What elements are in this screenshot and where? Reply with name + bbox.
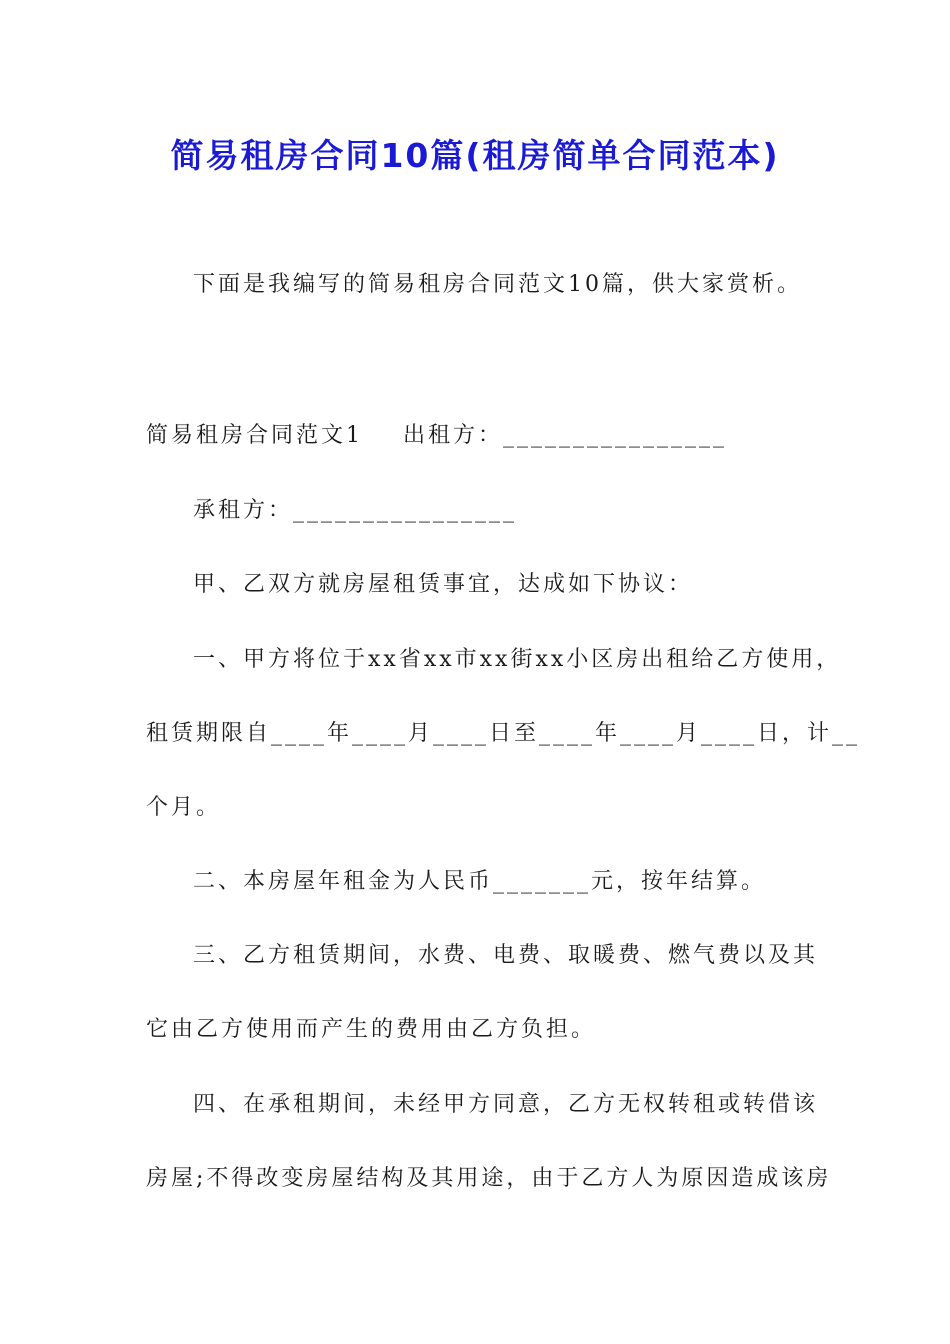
clause-3-line-2: 它由乙方使用而产生的费用由乙方负担。: [146, 1017, 597, 1042]
section-heading: 简易租房合同范文1: [146, 423, 363, 448]
section-heading-row: [146, 421, 727, 451]
intro-paragraph: 下面是我编写的简易租房合同范文10篇，供大家赏析。: [193, 272, 802, 297]
clause-1-line-3: 个月。: [146, 795, 222, 820]
document-title: 简易租房合同10篇(租房简单合同范本): [170, 136, 780, 175]
lessor-field: 出租方：________________: [403, 423, 728, 448]
lessee-field: 承租方：________________: [193, 498, 518, 523]
clause-4-line-2: 房屋;不得改变房屋结构及其用途，由于乙方人为原因造成该房: [146, 1166, 832, 1191]
clause-4-line-1: 四、在承租期间，未经甲方同意，乙方无权转租或转借该: [193, 1092, 819, 1117]
agreement-intro: 甲、乙双方就房屋租赁事宜，达成如下协议：: [193, 572, 694, 597]
clause-1-line-2: 租赁期限自____年____月____日至____年____月____日，计__: [146, 721, 861, 746]
clause-1-line-1: 一、甲方将位于xx省xx市xx街xx小区房出租给乙方使用，: [193, 647, 842, 672]
clause-3-line-1: 三、乙方租赁期间，水费、电费、取暖费、燃气费以及其: [193, 943, 819, 968]
clause-2: 二、本房屋年租金为人民币_______元，按年结算。: [193, 869, 767, 894]
